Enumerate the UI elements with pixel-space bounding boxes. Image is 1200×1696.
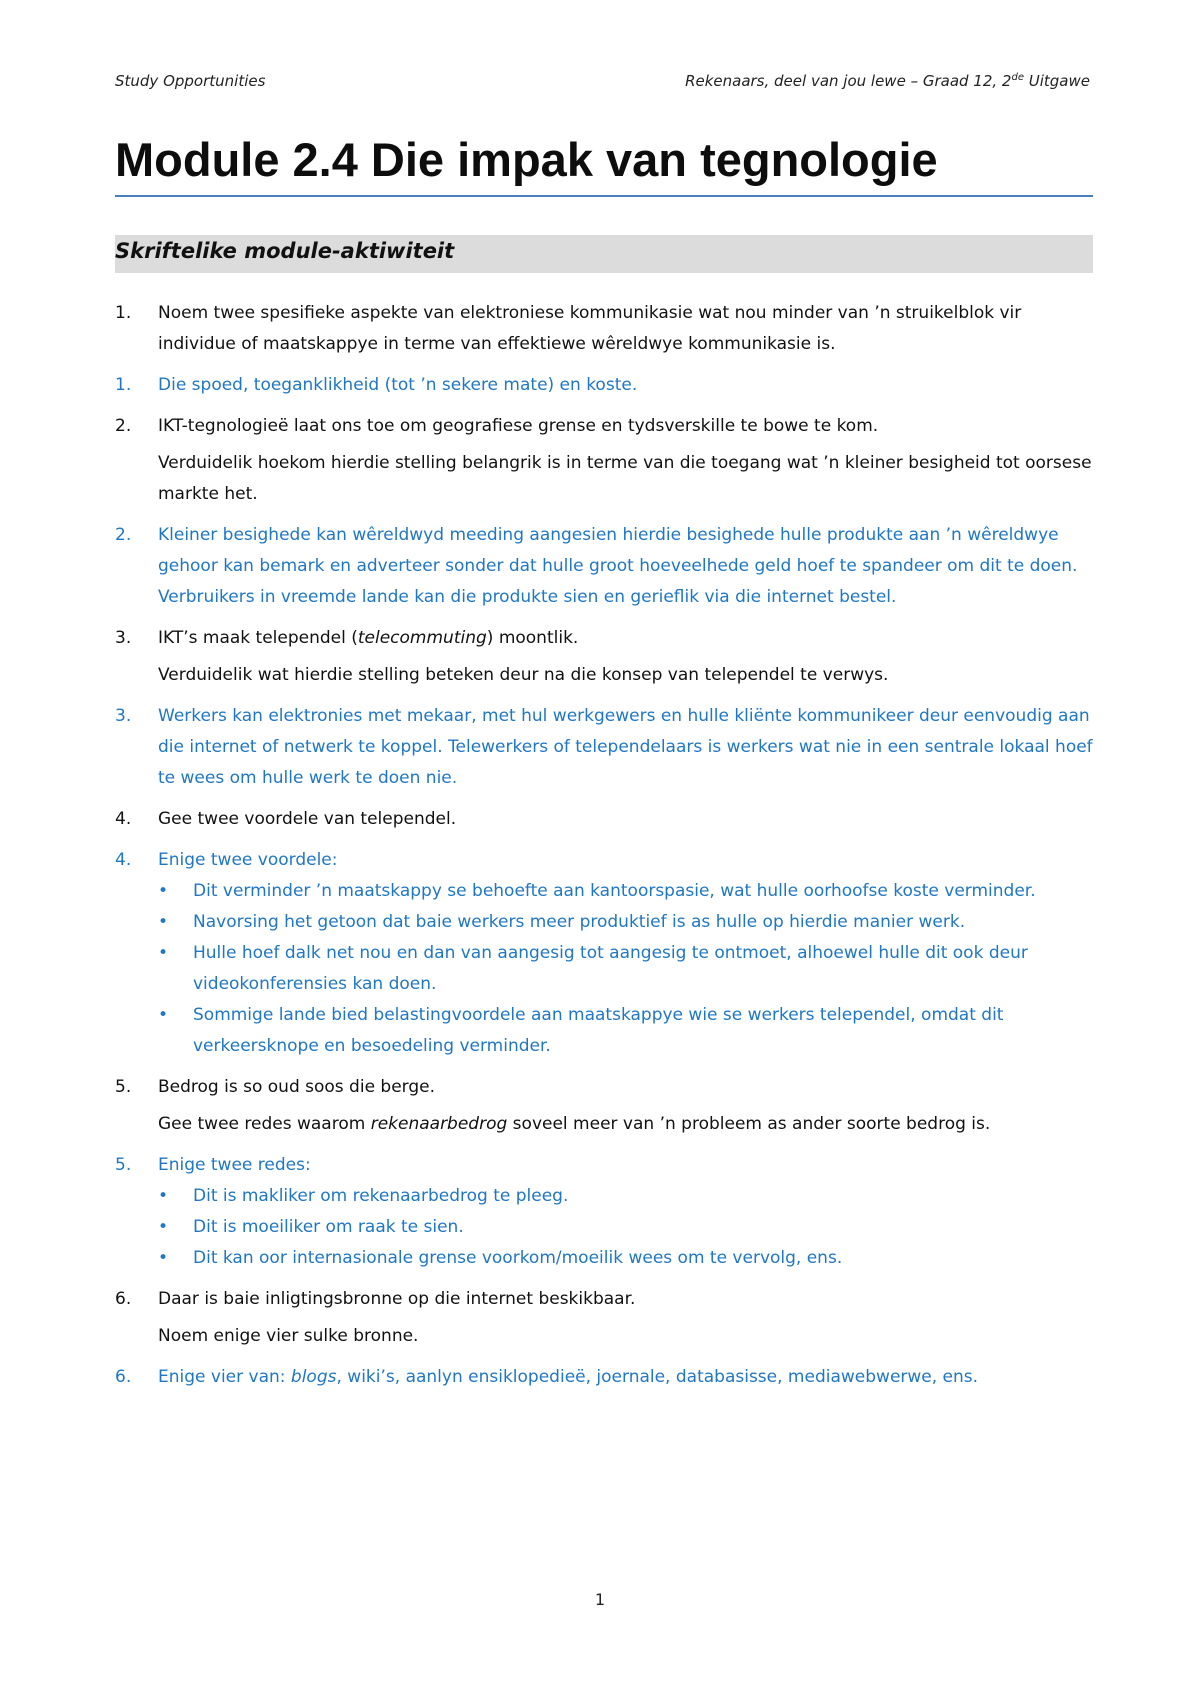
header-right-main: Rekenaars, deel van jou lewe – Graad 12, 2: [685, 72, 1012, 90]
question-4: [115, 804, 1095, 835]
answer-number: 2.: [115, 525, 132, 545]
title-underline: [115, 195, 1093, 197]
question-text-2: Noem enige vier sulke bronne.: [158, 1326, 419, 1346]
list-item: • Dit is makliker om rekenaarbedrog te pleeg.: [158, 1181, 1095, 1212]
answer-3: [115, 701, 1095, 794]
question-text-pre: IKT’s maak telependel (: [158, 628, 358, 648]
question-6: [115, 1284, 1095, 1352]
activity-content: [115, 298, 1095, 1403]
bullet-icon: •: [158, 1217, 169, 1237]
answer-text: Enige twee voordele:: [158, 850, 338, 870]
question-text: [158, 623, 1095, 654]
question-number: 5.: [115, 1077, 132, 1097]
header-right: [685, 72, 1090, 90]
answer-text: Enige vier van: blogs, wiki’s, aanlyn ensiklopedieë, joernale, databasisse, mediawebwerwe, ens.: [158, 1367, 979, 1387]
bullet-icon: •: [158, 1005, 169, 1025]
answer-bullet-list: [158, 876, 1095, 1062]
question-text: Daar is baie inligtingsbronne op die internet beskikbaar.: [158, 1289, 636, 1309]
question-text: Bedrog is so oud soos die berge.: [158, 1077, 436, 1097]
question-number: 3.: [115, 628, 132, 648]
answer-text: Die spoed, toeganklikheid (tot ’n sekere mate) en koste.: [158, 375, 638, 395]
question-1: [115, 298, 1095, 360]
answer-text: Kleiner besighede kan wêreldwyd meeding aangesien hierdie besighede hulle produkte aan ’n wêreldwye gehoor kan bemark en adverteer sonder dat hulle groot hoeveelhede geld hoef te spandeer om dit te doen. Verbruikers in vreemde lande kan die produkte sien en gerieflik via die internet bestel.: [158, 525, 1078, 607]
answer-number: 5.: [115, 1155, 132, 1175]
question-number: 4.: [115, 809, 132, 829]
answer-5: [115, 1150, 1095, 1274]
bullet-icon: •: [158, 881, 169, 901]
list-item: • Dit kan oor internasionale grense voorkom/moeilik wees om te vervolg, ens.: [158, 1243, 1095, 1274]
bullet-icon: •: [158, 1248, 169, 1268]
answer-1: [115, 370, 1095, 401]
question-text-2: Gee twee redes waarom rekenaarbedrog soveel meer van ’n probleem as ander soorte bedrog is.: [158, 1114, 991, 1134]
question-2: [115, 411, 1095, 510]
bullet-icon: •: [158, 1186, 169, 1206]
question-text-2: Verduidelik wat hierdie stelling beteken deur na die konsep van telependel te verwys.: [158, 665, 889, 685]
list-item: • Navorsing het getoon dat baie werkers meer produktief is as hulle op hierdie manier werk.: [158, 907, 1095, 938]
bullet-icon: •: [158, 943, 169, 963]
section-title: Skriftelike module-aktiwiteit: [115, 239, 455, 263]
list-item: • Dit is moeiliker om raak te sien.: [158, 1212, 1095, 1243]
list-item: • Hulle hoef dalk net nou en dan van aangesig tot aangesig te ontmoet, alhoewel hulle dit ook deur videokonferensies kan doen.: [158, 938, 1095, 1000]
question-number: 2.: [115, 416, 132, 436]
question-term-italic: telecommuting: [357, 628, 487, 648]
question-text-post: ) moontlik.: [486, 628, 579, 648]
list-item: • Dit verminder ’n maatskappy se behoefte aan kantoorspasie, wat hulle oorhoofse koste verminder.: [158, 876, 1095, 907]
header-right-sup: de: [1011, 72, 1024, 83]
question-3: [115, 623, 1095, 691]
answer-number: 4.: [115, 850, 132, 870]
answer-4: [115, 845, 1095, 1062]
bullet-icon: •: [158, 912, 169, 932]
question-text: Gee twee voordele van telependel.: [158, 809, 457, 829]
page-number: 1: [594, 1590, 606, 1609]
page-header: [115, 72, 1090, 96]
question-text: IKT-tegnologieë laat ons toe om geografiese grense en tydsverskille te bowe te kom.: [158, 416, 879, 436]
answer-text: Werkers kan elektronies met mekaar, met hul werkgewers en hulle kliënte kommunikeer deur eenvoudig aan die internet of netwerk te koppel. Telewerkers of telependelaars is werkers wat nie in een sentrale lokaal hoef te wees om hulle werk te doen nie.: [158, 706, 1093, 788]
question-text: Noem twee spesifieke aspekte van elektroniese kommunikasie wat nou minder van ’n struikelblok vir individue of maatskappye in terme van effektiewe wêreldwye kommunikasie is.: [158, 303, 1022, 354]
question-term-italic: rekenaarbedrog: [370, 1114, 508, 1134]
answer-number: 1.: [115, 375, 132, 395]
answer-text: Enige twee redes:: [158, 1155, 311, 1175]
list-item: • Sommige lande bied belastingvoordele aan maatskappye wie se werkers telependel, omdat dit verkeersknope en besoedeling verminder.: [158, 1000, 1095, 1062]
header-right-tail: Uitgawe: [1023, 72, 1090, 90]
question-text-2: Verduidelik hoekom hierdie stelling belangrik is in terme van die toegang wat ’n kleiner besigheid tot oorsese markte het.: [158, 453, 1092, 504]
answer-term-italic: blogs: [290, 1367, 337, 1387]
header-left: Study Opportunities: [115, 72, 266, 90]
answer-number: 6.: [115, 1367, 132, 1387]
question-number: 6.: [115, 1289, 132, 1309]
question-number: 1.: [115, 303, 132, 323]
page-title: Module 2.4 Die impak van tegnologie: [115, 133, 938, 186]
answer-2: [115, 520, 1095, 613]
answer-number: 3.: [115, 706, 132, 726]
section-heading-band: [115, 235, 1093, 273]
answer-6: [115, 1362, 1095, 1393]
answer-bullet-list: [158, 1181, 1095, 1274]
question-5: [115, 1072, 1095, 1140]
